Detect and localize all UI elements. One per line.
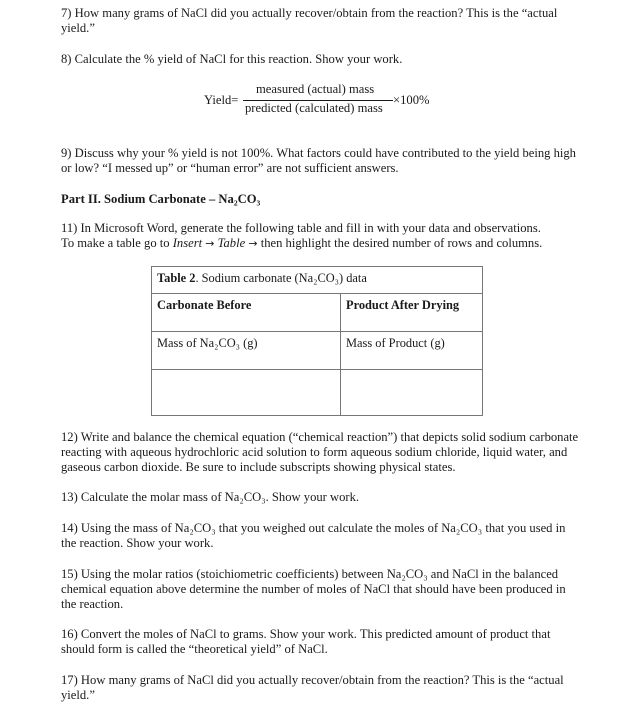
q11-post: then highlight the desired number of rows and columns. [257, 236, 543, 250]
arrow-icon: → [205, 237, 215, 250]
question-14: 14) Using the mass of Na₂CO₃ that you weighed out calculate the moles of Na₂CO₃ that you used in the reaction. Show your work. [61, 521, 566, 550]
header-product-after-drying: Product After Drying [341, 294, 483, 332]
formula-multiplier: ×100% [393, 93, 430, 107]
question-8: 8) Calculate the % yield of NaCl for this reaction. Show your work. [61, 52, 403, 66]
table-caption [152, 267, 483, 294]
question-11 [61, 221, 581, 251]
question-16: 16) Convert the moles of NaCl to grams. Show your work. This predicted amount of product that should form is called the “theoretical yield” of NaCl. [61, 627, 551, 656]
q11-insert: Insert [172, 236, 203, 250]
q11-table: Table [217, 236, 246, 250]
cell-mass-na2co3-value[interactable] [152, 370, 341, 416]
question-12: 12) Write and balance the chemical equation (“chemical reaction”) that depicts solid sodium carbonate reacting with aqueous hydrochloric acid solution to form aqueous sodium chloride, liquid water, and gaseous carbon dioxide. Be sure to include subscripts showing physical states. [61, 430, 579, 474]
question-17: 17) How many grams of NaCl did you actually recover/obtain from the reaction? This is the “actual yield.” [61, 673, 564, 702]
sodium-carbonate-data-table [151, 266, 483, 416]
cell-mass-na2co3-label: Mass of Na₂CO₃ (g) [152, 332, 341, 370]
cell-mass-product-value[interactable] [341, 370, 483, 416]
question-9: 9) Discuss why your % yield is not 100%. What factors could have contributed to the yield being high or low? “I messed up” or “human error” are not sufficient answers. [61, 146, 576, 175]
question-11-line2 [61, 236, 581, 251]
table-caption-text: . Sodium carbonate (Na₂CO₃) data [195, 271, 367, 285]
table-caption-label: Table 2 [157, 271, 196, 285]
header-carbonate-before: Carbonate Before [152, 294, 341, 332]
yield-formula [200, 82, 440, 122]
question-11-line1: 11) In Microsoft Word, generate the following table and fill in with your data and observations. [61, 221, 541, 235]
question-7: 7) How many grams of NaCl did you actually recover/obtain from the reaction? This is the “actual yield.” [61, 6, 558, 35]
question-13: 13) Calculate the molar mass of Na₂CO₃. Show your work. [61, 490, 360, 504]
formula-denominator: predicted (calculated) mass [245, 101, 383, 115]
arrow-icon: → [248, 237, 258, 250]
question-15: 15) Using the molar ratios (stoichiometric coefficients) between Na₂CO₃ and NaCl in the balanced chemical equation above determine the number of moles of NaCl that should have been produced in the reaction. [61, 567, 566, 611]
formula-numerator: measured (actual) mass [256, 82, 375, 96]
part-2-heading: Part II. Sodium Carbonate – Na₂CO₃ [61, 192, 261, 206]
formula-lhs: Yield= [204, 93, 239, 107]
cell-mass-product-label: Mass of Product (g) [341, 332, 483, 370]
q11-pre: To make a table go to [61, 236, 173, 250]
